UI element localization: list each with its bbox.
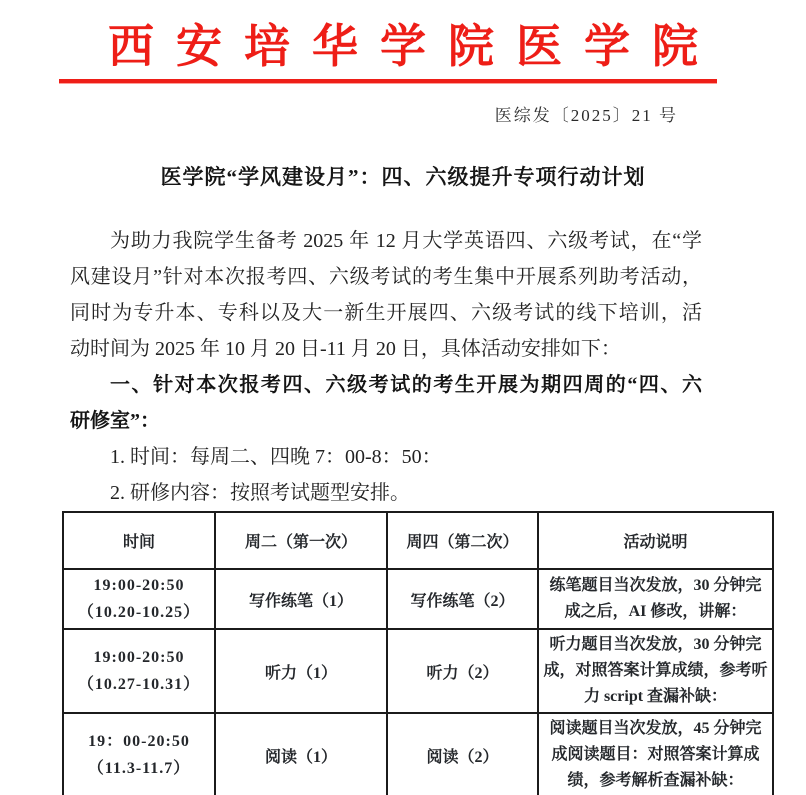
thursday-activity-cell: 听力（2）	[387, 629, 538, 713]
document-title: 医学院“学风建设月”：四、六级提升专项行动计划	[160, 165, 646, 189]
tuesday-activity-cell: 写作练笔（1）	[215, 569, 387, 629]
body-line: 风建设月”针对本次报考四、六级考试的考生集中开展系列助考活动，	[70, 266, 702, 288]
letterhead-title: 西安培华学院医学院	[108, 21, 720, 72]
table-row	[63, 713, 773, 795]
body-section-heading: 研修室”：	[70, 410, 160, 432]
time-cell	[63, 629, 215, 713]
date-range: （10.27-10.31）	[77, 676, 201, 693]
body-section-heading: 一、针对本次报考四、六级考试的考生开展为期四周的“四、六	[110, 374, 702, 396]
activity-description-cell: 练笔题目当次发放，30 分钟完成之后，AI 修改，讲解：	[538, 569, 773, 629]
thursday-activity-cell: 写作练笔（2）	[387, 569, 538, 629]
doc-number: 医综发〔2025〕21 号	[494, 106, 678, 125]
body-line: 动时间为 2025 年 10 月 20 日-11 月 20 日，具体活动安排如下：	[70, 338, 621, 360]
activity-description-cell: 听力题目当次发放，30 分钟完成，对照答案计算成绩，参考听力 script 查漏补缺：	[538, 629, 773, 713]
thursday-activity-cell: 阅读（2）	[387, 713, 538, 795]
time-range: 19：00-20:50	[88, 733, 190, 750]
date-range: （10.20-10.25）	[77, 604, 201, 621]
time-range: 19:00-20:50	[93, 577, 185, 594]
time-range: 19:00-20:50	[93, 649, 185, 666]
column-header-thursday: 周四（第二次）	[387, 512, 538, 569]
time-cell	[63, 713, 215, 795]
body-list-item: 2. 研修内容：按照考试题型安排。	[110, 482, 410, 504]
tuesday-activity-cell: 阅读（1）	[215, 713, 387, 795]
body-line: 同时为专升本、专科以及大一新生开展四、六级考试的线下培训，活	[70, 302, 702, 324]
tuesday-activity-cell: 听力（1）	[215, 629, 387, 713]
time-cell	[63, 569, 215, 629]
date-range: （11.3-11.7）	[87, 760, 191, 777]
table-row	[63, 629, 773, 713]
document-body	[70, 223, 702, 511]
table-row	[63, 569, 773, 629]
body-line: 为助力我院学生备考 2025 年 12 月大学英语四、六级考试，在“学	[110, 230, 702, 252]
table-header-row	[63, 512, 773, 569]
column-header-time: 时间	[63, 512, 215, 569]
activity-description-cell: 阅读题目当次发放，45 分钟完成阅读题目：对照答案计算成绩，参考解析查漏补缺：	[538, 713, 773, 795]
column-header-tuesday: 周二（第一次）	[215, 512, 387, 569]
letterhead-divider	[59, 79, 717, 84]
column-header-description: 活动说明	[538, 512, 773, 569]
schedule-table	[62, 511, 774, 795]
body-list-item: 1. 时间：每周二、四晚 7：00-8：50：	[110, 446, 442, 468]
